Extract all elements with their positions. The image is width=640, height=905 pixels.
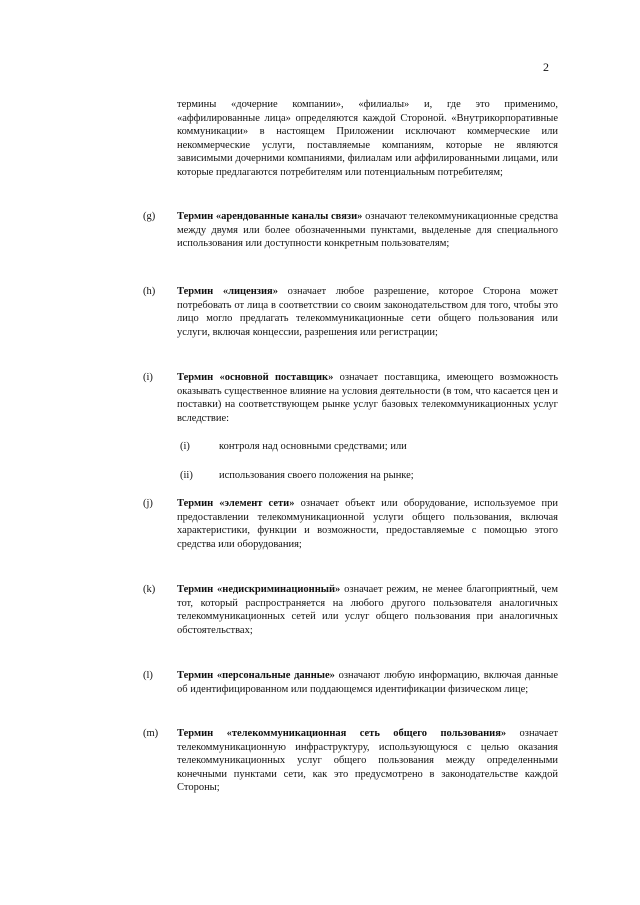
subitem-label: (i) <box>180 441 190 452</box>
term-lead: Термин «персональные данные» <box>177 670 335 681</box>
item-text <box>177 371 558 425</box>
item-text <box>177 210 558 251</box>
term-lead: Термин «основной поставщик» <box>177 372 334 383</box>
item-text <box>177 583 558 637</box>
term-body: означает любое разрешение, которое Сторона может потребовать от лица в соответствии со своим законодательством для того, чтобы это лицо могло предлагать телекоммуникационные сети общего пользования или услуги, включая концессии, разрешения или регистрации; <box>177 286 558 338</box>
term-lead: Термин «телекоммуникационная сеть общего пользования» <box>177 728 507 739</box>
item-text <box>177 285 558 339</box>
term-lead: Термин «лицензия» <box>177 286 278 297</box>
subitem-label: (ii) <box>180 470 193 481</box>
item-text <box>177 669 558 696</box>
term-lead: Термин «арендованные каналы связи» <box>177 211 363 222</box>
item-label: (j) <box>143 498 153 509</box>
term-body: означает объект или оборудование, используемое при предоставлении телекоммуникационной услуги общего пользования, включая характеристики, функции и возможности, предоставляемые с помощью этого средства или оборудования; <box>177 498 558 550</box>
term-body: означает режим, не менее благоприятный, чем тот, который распространяется на любого другого пользователя аналогичных телекоммуникационных сетей или услуг общего пользования при аналогичных обстоятельствах; <box>177 584 558 636</box>
term-body: означает телекоммуникационную инфраструктуру, использующуюся с целью оказания телекоммуникационных услуг общего пользования между определенными конечными пунктами сети, как это предусмотрено в законодательстве каждой Стороны; <box>177 728 558 793</box>
item-label: (k) <box>143 584 156 595</box>
item-label: (l) <box>143 670 153 681</box>
item-text <box>177 727 558 795</box>
page-number: 2 <box>543 60 549 74</box>
subitem-text: использования своего положения на рынке; <box>219 470 414 481</box>
subitem-text: контроля над основными средствами; или <box>219 441 407 452</box>
term-body: означает поставщика, имеющего возможность оказывать существенное влияние на условия деятельности (в том, что касается цен и поставки) на соответствующем рынке услуг базовых телекоммуникационных услуг вследствие: <box>177 372 558 424</box>
term-body: означают телекоммуникационные средства между двумя или более обозначенными пунктами, выделеные для специального использования или доступности конкретным пользователям; <box>177 211 558 249</box>
item-label: (i) <box>143 372 153 383</box>
item-label: (m) <box>143 728 159 739</box>
item-label: (h) <box>143 286 156 297</box>
continuation-paragraph: термины «дочерние компании», «филиалы» и, где это применимо, «аффилированные лица» определяются каждой Стороной. «Внутрикорпоративные коммуникации» в настоящем Приложении исключают коммерческие или некоммерческие услуги, поставляемые компаниям, которые не являются зависимыми дочерними компаниями, филиалам или аффилированными лицами, или которые предлагаются потребителям или потенциальным потребителям; <box>177 99 558 178</box>
item-text <box>177 497 558 551</box>
term-body: означают любую информацию, включая данные об идентифицированном или поддающемся идентификации физическом лице; <box>177 670 558 695</box>
term-lead: Термин «недискриминационный» <box>177 584 341 595</box>
item-label: (g) <box>143 211 156 222</box>
term-lead: Термин «элемент сети» <box>177 498 295 509</box>
